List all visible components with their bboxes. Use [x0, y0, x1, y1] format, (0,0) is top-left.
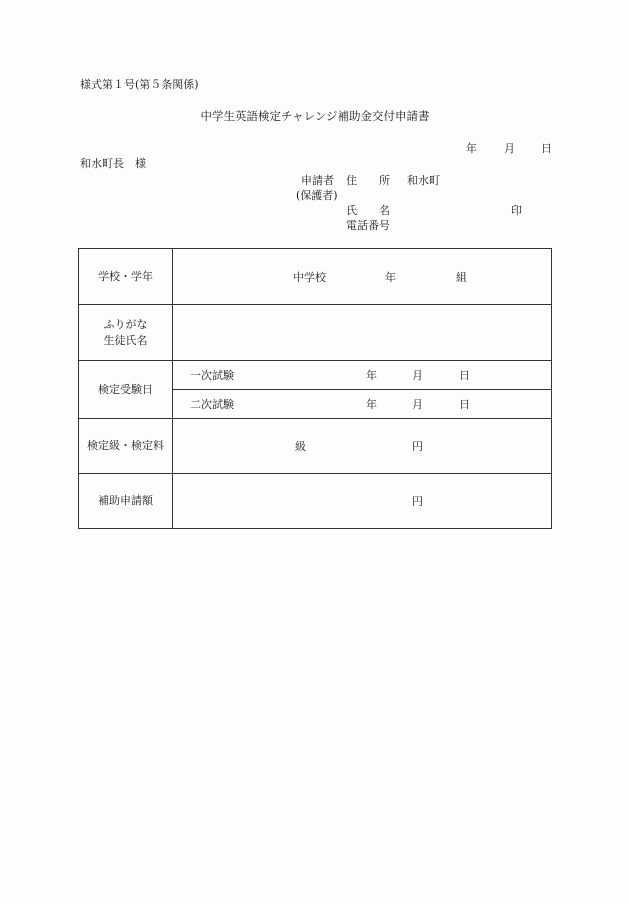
applicant-label: 申請者 — [301, 174, 334, 187]
second-exam-year: 年 — [366, 398, 377, 411]
date-month-label: 月 — [504, 142, 515, 155]
application-table — [78, 248, 552, 529]
seal-mark: 印 — [511, 204, 522, 217]
school-grade-label: 学校・学年 — [79, 249, 173, 305]
amount-label: 補助申請額 — [79, 474, 173, 529]
amount-field[interactable] — [173, 474, 552, 529]
guardian-label: (保護者) — [296, 189, 338, 202]
address-value: 和水町 — [407, 174, 440, 187]
student-name-label — [79, 305, 173, 361]
school-grade-field[interactable] — [173, 249, 552, 305]
first-exam-year: 年 — [366, 369, 377, 382]
student-name-label-text: 生徒氏名 — [103, 333, 148, 347]
student-name-row — [79, 305, 552, 361]
address-label: 住 所 — [346, 174, 390, 187]
second-exam-day: 日 — [459, 398, 470, 411]
phone-label: 電話番号 — [346, 219, 390, 232]
school-row — [79, 249, 552, 305]
class-suffix: 組 — [456, 270, 467, 284]
name-label: 氏 名 — [346, 204, 390, 217]
first-exam-month: 月 — [412, 369, 423, 382]
grade-suffix: 年 — [385, 270, 396, 284]
first-exam-row — [79, 361, 552, 390]
addressee: 和水町長 様 — [80, 157, 146, 170]
first-exam-day: 日 — [459, 369, 470, 382]
student-name-field[interactable] — [173, 305, 552, 361]
first-exam-label: 一次試験 — [190, 369, 234, 382]
second-exam-month: 月 — [412, 398, 423, 411]
fee-field[interactable] — [173, 419, 552, 474]
fee-grade-suffix: 級 — [295, 440, 306, 453]
fee-label: 検定級・検定料 — [79, 419, 173, 474]
exam-date-label: 検定受験日 — [79, 361, 173, 419]
first-exam-field[interactable] — [173, 361, 552, 390]
amount-yen-suffix: 円 — [412, 495, 423, 508]
date-year-label: 年 — [466, 142, 477, 155]
amount-row — [79, 474, 552, 529]
furigana-label: ふりがな — [103, 317, 148, 331]
document-title: 中学生英語検定チャレンジ補助金交付申請書 — [200, 109, 430, 123]
second-exam-label: 二次試験 — [190, 398, 234, 411]
fee-row — [79, 419, 552, 474]
second-exam-field[interactable] — [173, 390, 552, 419]
fee-yen-suffix: 円 — [412, 440, 423, 453]
form-number: 様式第１号(第５条関係) — [80, 78, 199, 91]
date-day-label: 日 — [541, 142, 552, 155]
school-suffix: 中学校 — [293, 270, 326, 284]
